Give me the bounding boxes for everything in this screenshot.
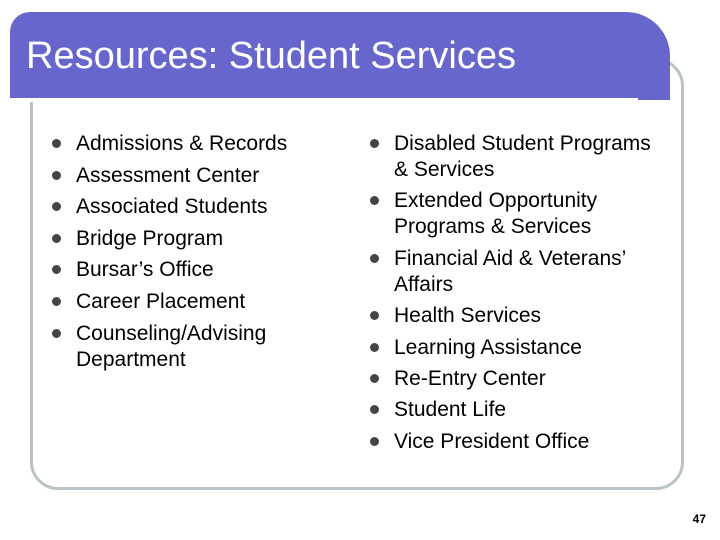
page-number: 47 [692,512,706,526]
list-item [370,335,660,361]
list-item [52,289,322,315]
left-list [52,131,322,378]
bullet-icon [370,196,379,205]
bullet-icon [52,297,61,306]
bullet-icon [370,374,379,383]
list-item-label: Career Placement [76,289,246,313]
bullet-icon [370,139,379,148]
list-item-label: Learning Assistance [394,335,582,359]
list-item [52,321,322,373]
list-item-label: Associated Students [76,195,268,219]
list-item [370,246,660,298]
list-item-label: Extended Opportunity Programs & Services [394,189,598,239]
bullet-icon [370,311,379,320]
list-item [52,131,322,157]
list-item [370,429,660,455]
list-item [370,366,660,392]
list-item-label: Disabled Student Programs & Services [394,132,651,181]
bullet-icon [370,405,379,414]
list-item [370,188,660,240]
list-item [370,131,660,183]
bullet-icon [52,202,61,211]
bullet-icon [52,329,61,338]
bullet-icon [52,139,61,148]
list-item-label: Counseling/Advising Department [76,321,267,371]
list-item-label: Student Life [394,398,507,422]
list-item [52,163,322,189]
list-item [370,303,660,329]
title-underline [10,98,638,102]
list-item-label: Bridge Program [76,226,224,250]
bullet-icon [370,343,379,352]
list-item-label: Health Services [394,304,542,328]
bullet-icon [370,437,379,446]
list-item-label: Re-Entry Center [394,366,546,390]
slide-title: Resources: Student Services [26,35,517,77]
bullet-icon [370,254,379,263]
list-item-label: Financial Aid & Veterans’ Affairs [394,246,626,296]
list-item [52,226,322,252]
list-item-label: Bursar’s Office [76,258,214,282]
bullet-icon [52,171,61,180]
bullet-icon [52,265,61,274]
right-list [370,131,660,460]
list-item-label: Vice President Office [394,429,590,453]
bullet-icon [52,234,61,243]
list-item [370,397,660,423]
list-item-label: Assessment Center [76,163,260,187]
list-item [52,257,322,283]
list-item [52,194,322,220]
list-item-label: Admissions & Records [76,132,288,155]
